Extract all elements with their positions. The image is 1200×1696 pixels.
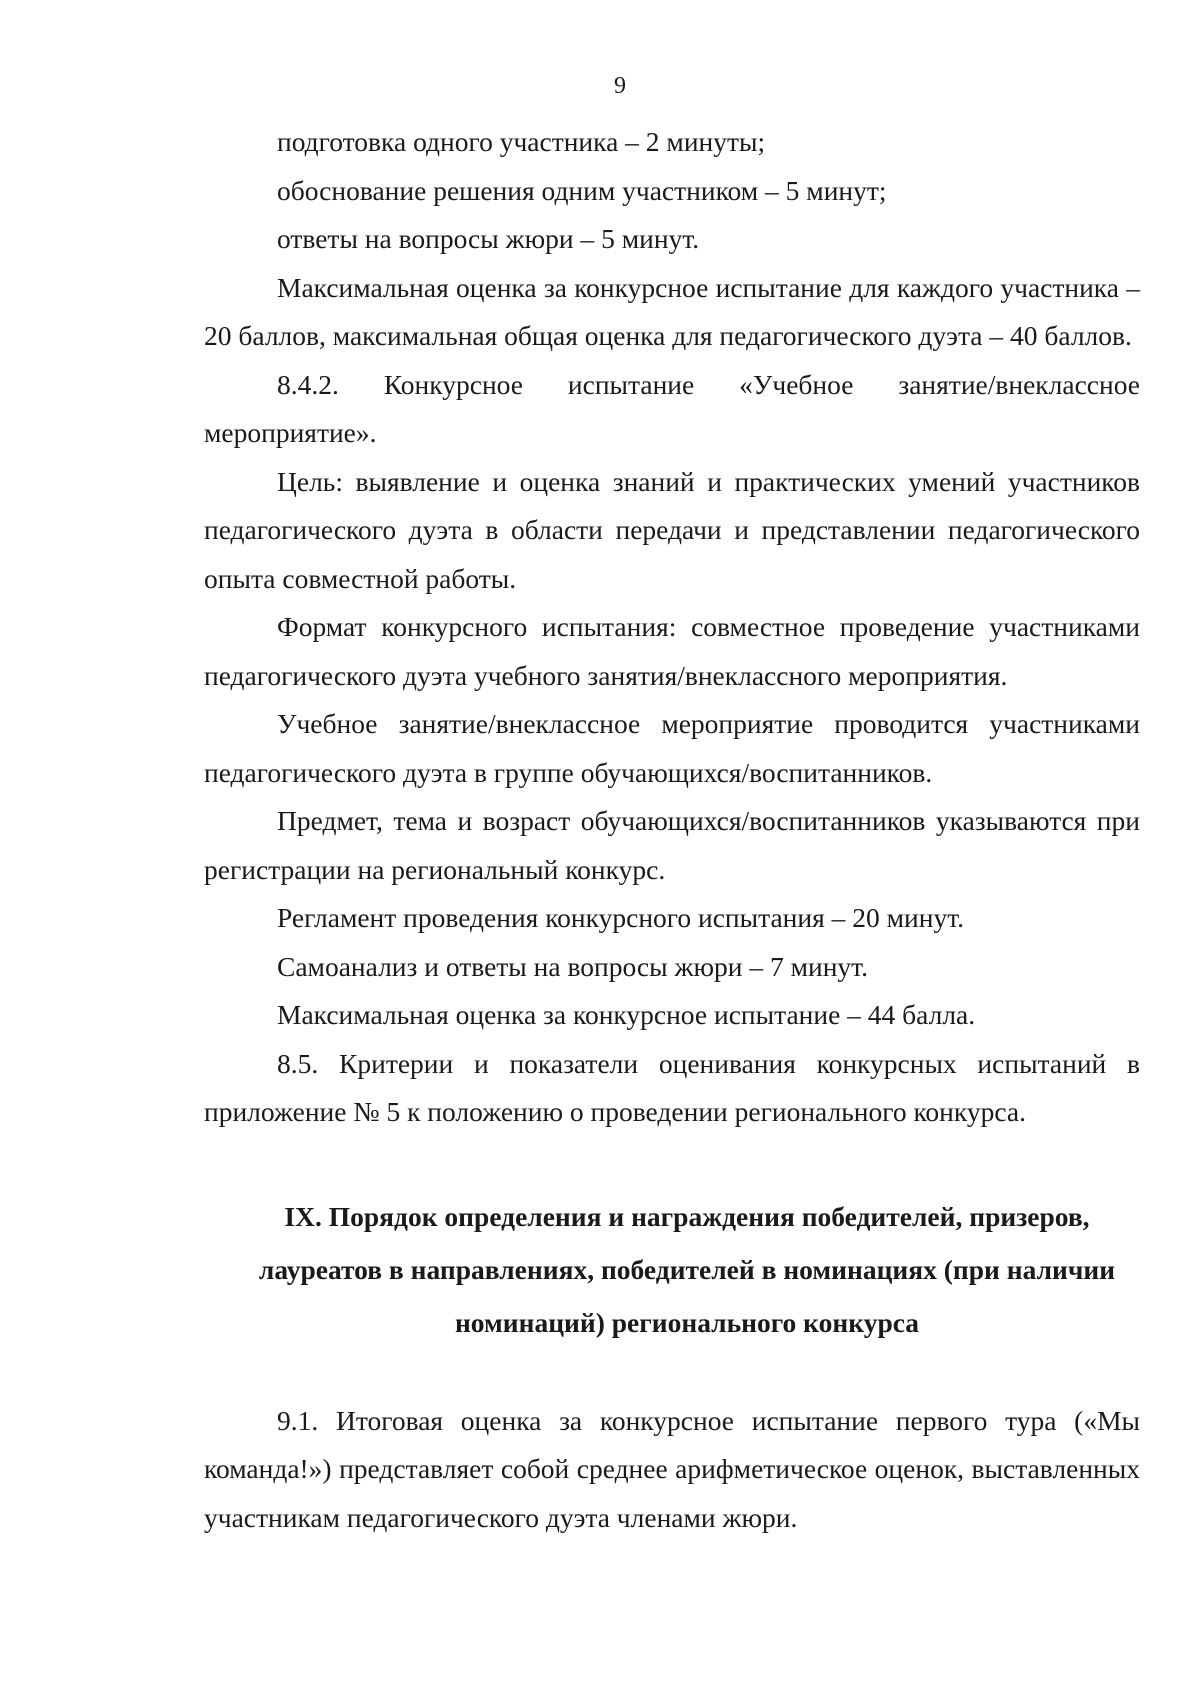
paragraph-format: Формат конкурсного испытания: совместное проведение участниками педагогического дуэта учебного занятия/внеклассного мероприятия. — [204, 611, 1140, 691]
heading-line: номинаций) регионального конкурса — [454, 1306, 920, 1338]
paragraph-justification-time: обоснование решения одним участником – 5 минут; — [277, 174, 887, 206]
paragraph-section-8-4-2: 8.4.2. Конкурсное испытание «Учебное занятие/внеклассное мероприятие». — [204, 368, 1140, 448]
paragraph-prep-time: подготовка одного участника – 2 минуты; — [277, 126, 766, 157]
document-body — [204, 118, 1140, 1542]
page-number: 9 — [614, 73, 626, 99]
paragraph-subject: Предмет, тема и возраст обучающихся/воспитанников указываются при регистрации на региональный конкурс. — [204, 805, 1140, 885]
paragraph-regulation: Регламент проведения конкурсного испытания – 20 минут. — [277, 902, 965, 933]
paragraph-self-analysis: Самоанализ и ответы на вопросы жюри – 7 минут. — [277, 950, 868, 982]
paragraph-conducted: Учебное занятие/внеклассное мероприятие проводится участниками педагогического дуэта в группе обучающихся/воспитанников. — [204, 708, 1140, 788]
paragraph-max-score: Максимальная оценка за конкурсное испытание – 44 балла. — [277, 999, 976, 1030]
paragraph-section-8-5: 8.5. Критерии и показатели оценивания конкурсных испытаний в приложение № 5 к положению о проведении регионального конкурса. — [204, 1047, 1140, 1127]
paragraph-answers-time: ответы на вопросы жюри – 5 минут. — [277, 223, 700, 254]
paragraph-goal: Цель: выявление и оценка знаний и практических умений участников педагогического дуэта в области передачи и представлении педагогического опыта совместной работы. — [204, 465, 1140, 594]
paragraph-max-score-duet: Максимальная оценка за конкурсное испытание для каждого участника – 20 баллов, максимальная общая оценка для педагогического дуэта – 40 баллов. — [204, 271, 1140, 351]
paragraph-section-9-1: 9.1. Итоговая оценка за конкурсное испытание первого тура («Мы команда!») представляет собой среднее арифметическое оценок, выставленных участникам педагогического дуэта членами жюри. — [204, 1404, 1140, 1533]
heading-line: лауреатов в направлениях, победителей в номинациях (при наличии — [258, 1253, 1116, 1285]
section-heading-ix — [204, 1190, 1140, 1349]
heading-line: IX. Порядок определения и награждения победителей, призеров, — [284, 1200, 1090, 1232]
